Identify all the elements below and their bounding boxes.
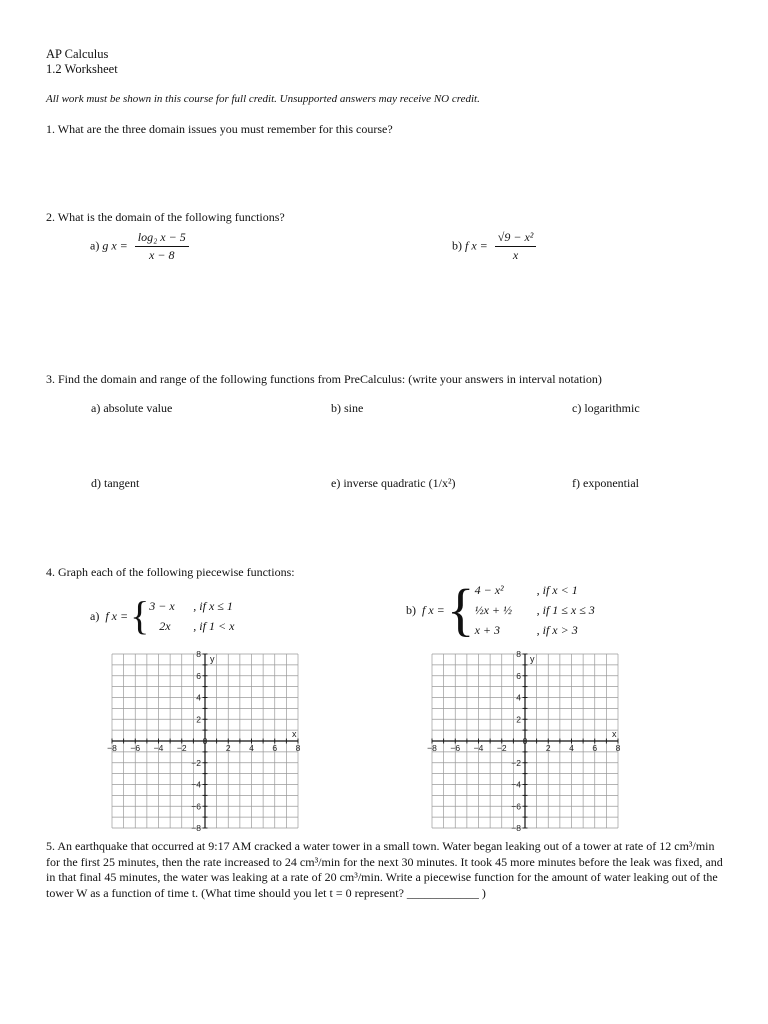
q4-a-label: a) bbox=[90, 608, 100, 623]
q3-item-tangent: d) tangent bbox=[91, 476, 140, 490]
course-title: AP Calculus bbox=[46, 47, 109, 61]
y-axis-label: y bbox=[210, 654, 215, 664]
y-tick-label: −2 bbox=[191, 757, 201, 768]
q3-item-logarithmic: c) logarithmic bbox=[572, 401, 640, 415]
y-tick-label: 8 bbox=[516, 649, 521, 659]
q4-part-b bbox=[406, 577, 595, 642]
y-tick-label: −4 bbox=[511, 779, 521, 790]
y-tick-label: 2 bbox=[516, 714, 521, 725]
q3-item-absolute-value: a) absolute value bbox=[91, 401, 173, 415]
x-tick-label: 8 bbox=[615, 743, 621, 753]
x-tick-label: 6 bbox=[272, 743, 278, 753]
x-tick-label: 2 bbox=[225, 743, 231, 753]
q2-b-lhs: f x = bbox=[465, 238, 488, 253]
x-axis-label: x bbox=[292, 729, 297, 739]
q3-item-inverse-quadratic: e) inverse quadratic (1/x²) bbox=[331, 476, 456, 490]
y-tick-label: −6 bbox=[191, 801, 201, 812]
y-tick-label: −4 bbox=[191, 779, 201, 790]
question-2: 2. What is the domain of the following functions? bbox=[46, 210, 285, 224]
y-tick-label: 6 bbox=[196, 670, 201, 681]
y-tick-label: −2 bbox=[511, 757, 521, 768]
q2-a-label: a) bbox=[90, 238, 100, 253]
y-tick-label: 6 bbox=[516, 670, 521, 681]
x-tick-label: 2 bbox=[545, 743, 551, 753]
x-tick-label: −4 bbox=[473, 743, 484, 753]
x-tick-label: 4 bbox=[569, 743, 574, 753]
x-tick-label: −6 bbox=[130, 743, 141, 753]
origin-label: 0 bbox=[522, 736, 528, 746]
x-tick-label: −4 bbox=[153, 743, 164, 753]
q4-a-cases bbox=[149, 596, 234, 636]
question-1: 1. What are the three domain issues you must remember for this course? bbox=[46, 122, 393, 136]
y-axis-label: y bbox=[530, 654, 535, 664]
q4-a-case: 2x , if 1 < x bbox=[159, 619, 235, 633]
worksheet-title: 1.2 Worksheet bbox=[46, 62, 118, 76]
x-tick-label: −8 bbox=[427, 743, 437, 753]
y-tick-label: 2 bbox=[196, 714, 201, 725]
q4-b-case: x + 3 , if x > 3 bbox=[474, 623, 578, 637]
q2-b-label: b) bbox=[452, 238, 462, 253]
q2-a-fraction bbox=[135, 230, 189, 263]
graph-grid-a[interactable] bbox=[107, 649, 301, 833]
credit-note: All work must be shown in this course for full credit. Unsupported answers may receive NO credit. bbox=[46, 93, 480, 105]
x-tick-label: 4 bbox=[249, 743, 254, 753]
q4-a-case: 3 − x , if x ≤ 1 bbox=[149, 599, 233, 613]
origin-label: 0 bbox=[202, 736, 208, 746]
q4-b-label: b) bbox=[406, 602, 416, 617]
q2-b-denominator: x bbox=[512, 248, 519, 262]
q2-a-lhs: g x = bbox=[102, 238, 128, 253]
y-tick-label: −8 bbox=[511, 823, 521, 833]
y-tick-label: −8 bbox=[191, 823, 201, 833]
x-tick-label: −2 bbox=[496, 743, 507, 753]
q2-a-numerator: log₂ x − 5 bbox=[135, 230, 189, 247]
graph-grid-b[interactable] bbox=[427, 649, 621, 833]
x-tick-label: −2 bbox=[176, 743, 187, 753]
x-tick-label: −6 bbox=[450, 743, 461, 753]
q4-a-lhs: f x = bbox=[105, 608, 129, 623]
q4-a-brace-icon: { bbox=[130, 593, 150, 638]
q2-part-b bbox=[452, 230, 536, 263]
question-5: 5. An earthquake that occurred at 9:17 AM cracked a water tower in a small town. Water began leaking out of a tower at rate of 12 cm³/min for the first 25 minutes, then the rate increased to 24 cm³/min for the next 30 minutes. It took 45 more minutes before the leak was fixed, and in that final 45 minutes, the water was leaking at a rate of 20 cm³/min. Write a piecewise function for the amount of water leaking out of the tower W as a function of time t. (What time should you let t = 0 represent? ____________ ) bbox=[46, 839, 723, 900]
q2-part-a bbox=[90, 230, 189, 263]
q2-a-denominator: x − 8 bbox=[149, 248, 175, 262]
x-tick-label: 6 bbox=[592, 743, 598, 753]
q4-b-case: 4 − x² , if x < 1 bbox=[474, 583, 578, 597]
x-tick-label: −8 bbox=[107, 743, 117, 753]
question-3: 3. Find the domain and range of the following functions from PreCalculus: (write your answers in interval notation) bbox=[46, 372, 602, 386]
q2-b-numerator: √9 − x² bbox=[495, 230, 537, 247]
x-tick-label: 8 bbox=[295, 743, 301, 753]
q4-b-lhs: f x = bbox=[422, 602, 445, 617]
q3-item-exponential: f) exponential bbox=[572, 476, 639, 490]
q2-b-fraction bbox=[495, 230, 537, 263]
y-tick-label: −6 bbox=[511, 801, 521, 812]
q4-part-a bbox=[90, 593, 235, 638]
question-4: 4. Graph each of the following piecewise functions: bbox=[46, 565, 295, 579]
q3-item-sine: b) sine bbox=[331, 401, 364, 415]
y-tick-label: 4 bbox=[516, 692, 521, 703]
y-tick-label: 8 bbox=[196, 649, 201, 659]
q4-b-cases bbox=[475, 580, 595, 640]
q4-b-case: ½x + ½ , if 1 ≤ x ≤ 3 bbox=[474, 603, 595, 617]
x-axis-label: x bbox=[612, 729, 617, 739]
y-tick-label: 4 bbox=[196, 692, 201, 703]
q4-b-brace-icon: { bbox=[446, 577, 475, 642]
